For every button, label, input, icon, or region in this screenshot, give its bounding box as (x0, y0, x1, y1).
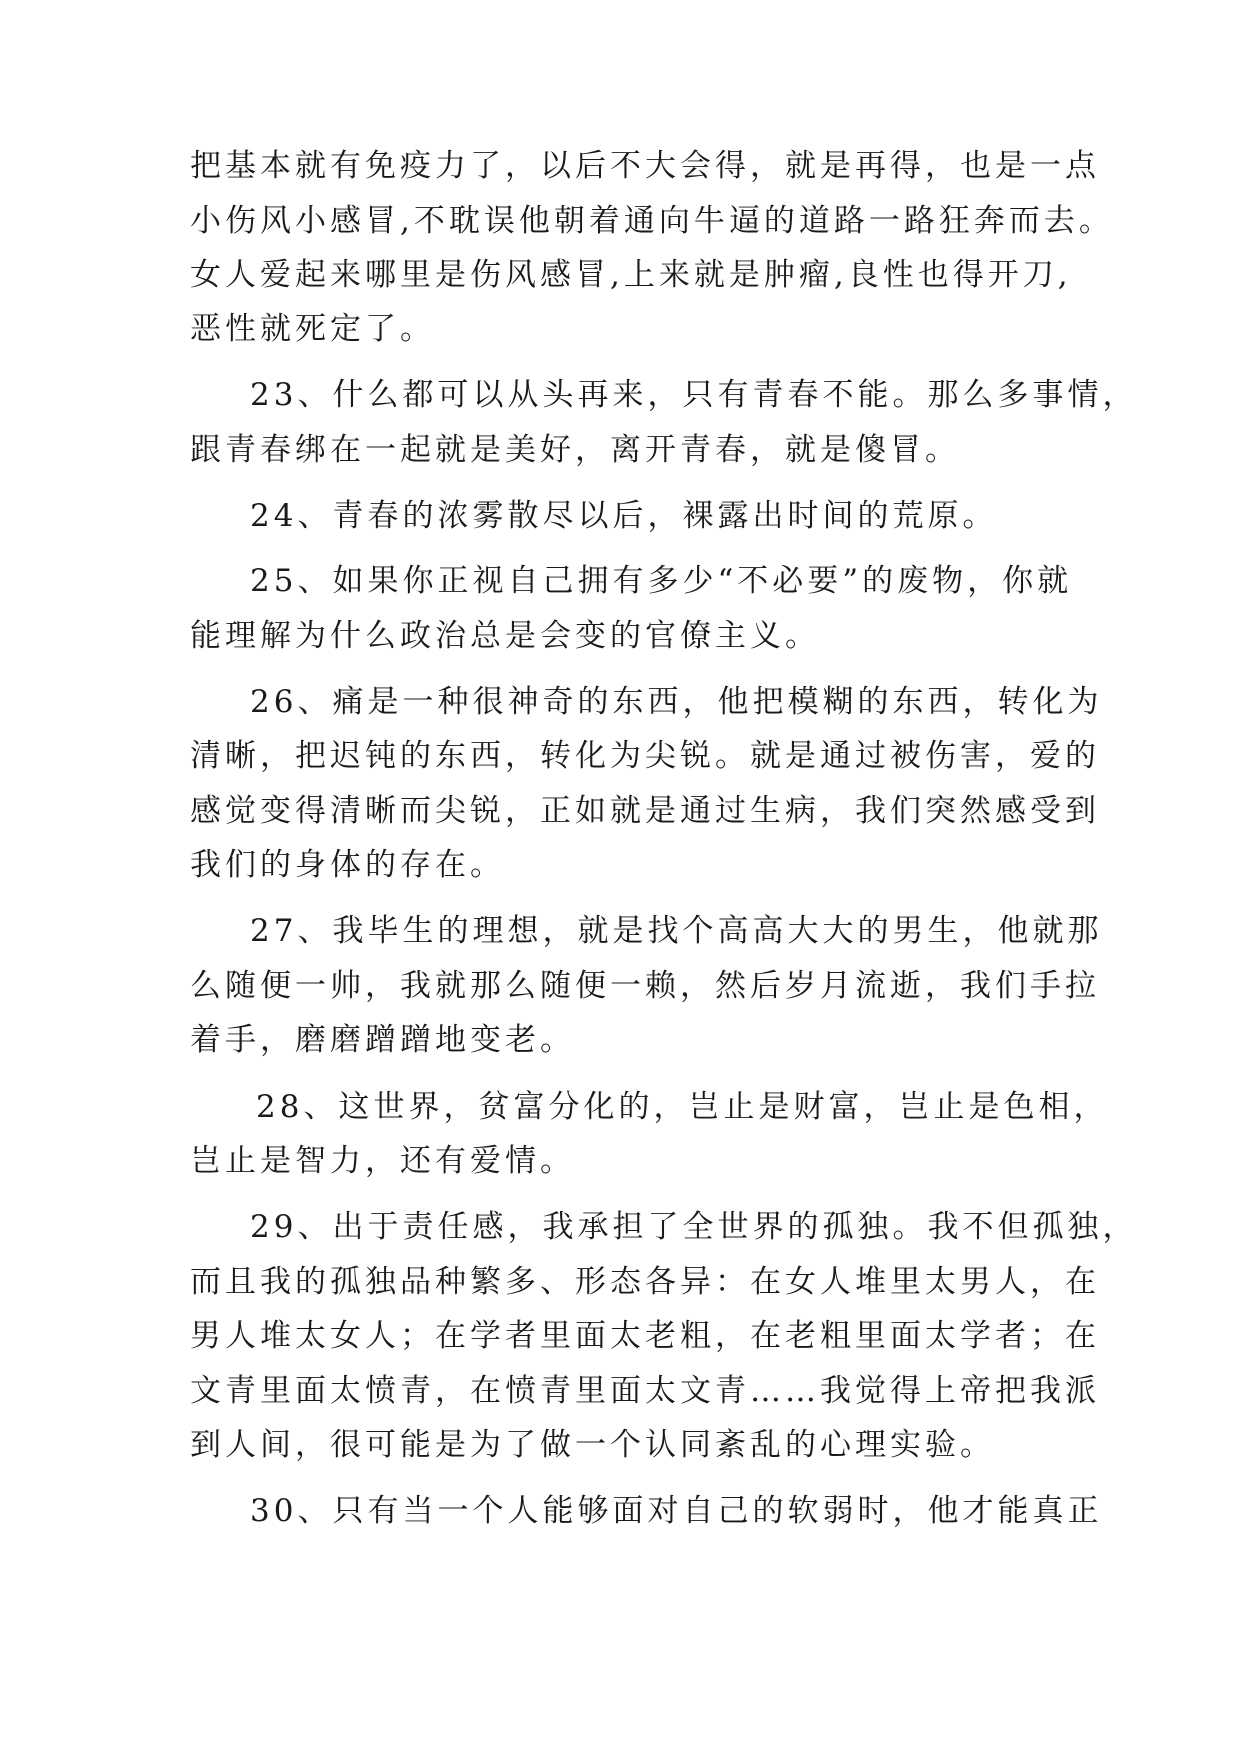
text-line: 能理解为什么政治总是会变的官僚主义。 (190, 618, 820, 654)
text-line: 到人间，很可能是为了做一个认同紊乱的心理实验。 (190, 1427, 995, 1463)
text-line: 清晰，把迟钝的东西，转化为尖锐。就是通过被伤害，爱的 (190, 738, 1100, 774)
paragraph-24-line: 24、青春的浓雾散尽以后，裸露出时间的荒原。 (250, 498, 998, 534)
text-line: 岂止是智力，还有爱情。 (190, 1143, 575, 1179)
text-line: 男人堆太女人；在学者里面太老粗，在老粗里面太学者；在 (190, 1318, 1100, 1354)
text-line: 着手，磨磨蹭蹭地变老。 (190, 1022, 575, 1058)
text-line: 恶性就死定了。 (190, 311, 435, 347)
paragraph-28-line: 28、这世界，贫富分化的，岂止是财富，岂止是色相， (256, 1089, 1109, 1125)
text-line: 跟青春绑在一起就是美好，离开青春，就是傻冒。 (190, 432, 960, 468)
paragraph-23-line: 23、什么都可以从头再来，只有青春不能。那么多事情， (250, 377, 1138, 413)
text-line: 我们的身体的存在。 (190, 847, 505, 883)
paragraph-25-line: 25、如果你正视自己拥有多少“不必要”的废物，你就 (250, 563, 1073, 599)
text-line: 把基本就有免疫力了，以后不大会得，就是再得，也是一点 (190, 148, 1100, 184)
paragraph-26-line: 26、痛是一种很神奇的东西，他把模糊的东西，转化为 (250, 684, 1103, 720)
text-line: 感觉变得清晰而尖锐，正如就是通过生病，我们突然感受到 (190, 793, 1100, 829)
paragraph-27-line: 27、我毕生的理想，就是找个高高大大的男生，他就那 (250, 913, 1103, 949)
text-line: 女人爱起来哪里是伤风感冒,上来就是肿瘤,良性也得开刀, (190, 257, 1072, 293)
text-line: 文青里面太愤青，在愤青里面太文青……我觉得上帝把我派 (190, 1373, 1100, 1409)
text-line: 么随便一帅，我就那么随便一赖，然后岁月流逝，我们手拉 (190, 968, 1100, 1004)
text-line: 小伤风小感冒,不耽误他朝着通向牛逼的道路一路狂奔而去。 (190, 203, 1114, 239)
paragraph-29-line: 29、出于责任感，我承担了全世界的孤独。我不但孤独， (250, 1209, 1138, 1245)
paragraph-30-line: 30、只有当一个人能够面对自己的软弱时，他才能真正 (250, 1493, 1103, 1529)
text-line: 而且我的孤独品种繁多、形态各异：在女人堆里太男人，在 (190, 1264, 1100, 1300)
